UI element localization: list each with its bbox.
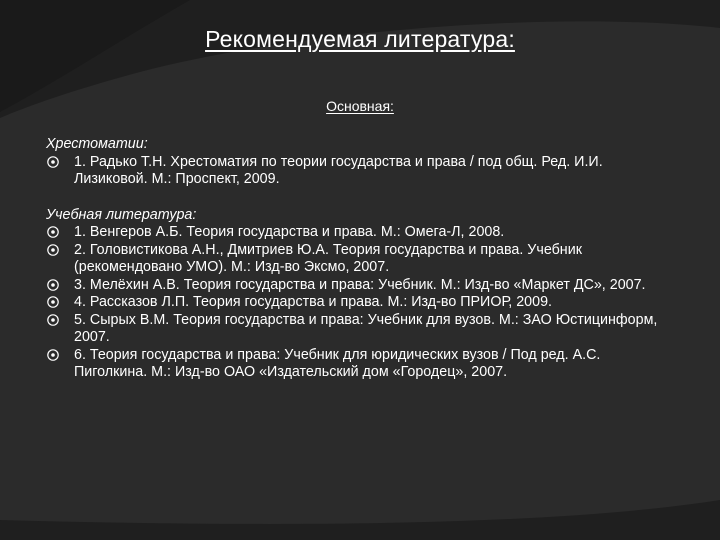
list-item [46, 154, 676, 189]
list-item-text: 4. Рассказов Л.П. Теория государства и права. М.: Изд-во ПРИОР, 2009. [74, 294, 553, 310]
section-label: Хрестоматии: [46, 136, 148, 152]
circled-dot-icon [46, 155, 60, 169]
slide-title: Рекомендуемая литература: [205, 26, 515, 52]
circled-dot-icon [46, 295, 60, 309]
list-item-text: 5. Сырых В.М. Теория государства и права: Учебник для вузов. М.: ЗАО Юстицинформ, 2007. [74, 311, 658, 345]
section-readers [46, 136, 676, 189]
circled-dot-icon [46, 225, 60, 239]
circled-dot-icon [46, 348, 60, 362]
circled-dot-icon [46, 313, 60, 327]
reference-list [46, 136, 676, 400]
list-item [46, 312, 676, 347]
list-item-text: 3. Мелёхин А.В. Теория государства и права: Учебник. М.: Изд-во «Маркет ДС», 2007. [74, 276, 646, 293]
list-item-text: 6. Теория государства и права: Учебник для юридических вузов / Под ред. А.С. Пиголкина. М.: Изд-во ОАО «Издательский дом «Городец», 2007. [74, 346, 601, 380]
list-item [46, 224, 676, 242]
section-textbooks [46, 207, 676, 382]
circled-dot-icon [46, 278, 60, 292]
list-item [46, 347, 676, 382]
list-item-text: 1. Венгеров А.Б. Теория государства и права. М.: Омега-Л, 2008. [74, 224, 505, 240]
list-item [46, 242, 676, 277]
list-item-text: 2. Головистикова А.Н., Дмитриев Ю.А. Теория государства и права. Учебник (рекомендовано УМО). М.: Изд-во Эксмо, 2007. [74, 241, 582, 275]
list-item [46, 294, 676, 312]
section-label: Учебная литература: [46, 206, 197, 223]
slide-subtitle: Основная: [326, 98, 394, 114]
list-item [46, 277, 676, 295]
circled-dot-icon [46, 243, 60, 257]
list-item-text: 1. Радько Т.Н. Хрестоматия по теории государства и права / под общ. Ред. И.И. Лизиковой. М.: Проспект, 2009. [74, 153, 603, 187]
